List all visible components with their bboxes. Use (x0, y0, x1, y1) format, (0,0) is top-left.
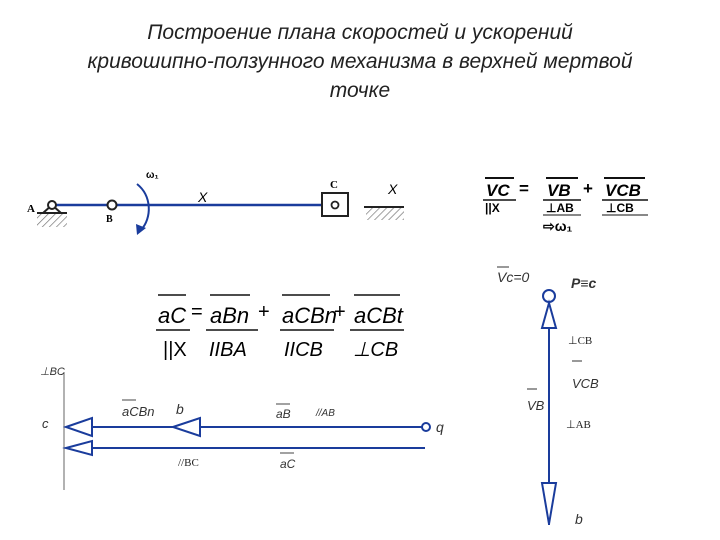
label-point-b: b (176, 401, 184, 417)
plus-a2: + (334, 301, 346, 323)
label-vcb-plan: VCB (572, 376, 599, 391)
term-acbn: aCBn (282, 303, 338, 328)
term-vcb: VCB (605, 181, 641, 200)
label-acbn: aCBn (122, 404, 155, 419)
label-perp-ab: ⊥AB (566, 419, 591, 431)
title-line-3: точке (329, 79, 391, 102)
cond-acbn: IICB (284, 339, 323, 361)
label-point-b-plan: b (575, 511, 583, 527)
term-abn: aBn (210, 303, 250, 328)
label-pole: P≡c (571, 275, 597, 291)
point-c-label: c (42, 416, 49, 431)
acceleration-equation (156, 295, 404, 361)
label-ac: aC (280, 457, 296, 471)
arrowhead-vb (542, 483, 556, 524)
label-c: C (330, 179, 338, 191)
ground-hatch-a (37, 213, 67, 227)
arrowhead-vcb (542, 303, 556, 328)
cond-vc: ||X (485, 201, 500, 215)
perp-bc-label: ⊥BC (40, 366, 65, 378)
guide-hatch (366, 207, 404, 220)
label-a: A (27, 203, 35, 215)
point-q (422, 423, 430, 431)
arrowhead-acbn (66, 418, 92, 436)
arrowhead-ab (173, 418, 200, 436)
label-b: B (106, 214, 113, 225)
label-par-bc: //BC (178, 457, 199, 469)
cond-abn: IIBA (209, 339, 247, 361)
omega-note: ⇨ω₁ (543, 218, 573, 234)
joint-a (48, 201, 56, 209)
crank-slider-mechanism (27, 170, 404, 235)
label-point-q: q (436, 419, 444, 435)
cond-acbt: ⊥CB (353, 339, 399, 361)
velocity-equation (483, 178, 648, 234)
title-line-1: Построение плана скоростей и ускорений (147, 21, 573, 44)
label-vc-zero: Vc=0 (497, 269, 530, 285)
omega-arc (137, 184, 149, 230)
eq-sign-a: = (191, 301, 203, 323)
arrowhead-ac (66, 441, 92, 455)
label-par-ab: //AB (316, 408, 335, 419)
x-axis-label-2: X (388, 181, 398, 197)
title-line-2: кривошипно-ползунного механизма в верхней мертвой (87, 50, 633, 73)
term-vb: VB (547, 181, 571, 200)
x-axis-label-1: X (198, 189, 208, 205)
eq-sign-v: = (519, 179, 529, 198)
joint-b (108, 201, 117, 210)
cond-vb: ⊥AB (546, 201, 574, 215)
cond-vcb: ⊥CB (606, 201, 634, 215)
velocity-plan (497, 267, 599, 527)
plus-v: + (583, 179, 593, 198)
label-ab: aB (276, 407, 291, 421)
term-acbt: aCBt (354, 303, 403, 328)
joint-c (332, 202, 339, 209)
label-vb-plan: VB (527, 398, 545, 413)
label-perp-cb: ⊥CB (568, 335, 593, 347)
acceleration-plan (40, 366, 444, 490)
plus-a1: + (258, 301, 270, 323)
omega-label: ω₁ (146, 170, 159, 181)
term-ac: aC (158, 303, 187, 328)
cond-ac: ||X (163, 339, 187, 361)
term-vc: VC (486, 181, 510, 200)
